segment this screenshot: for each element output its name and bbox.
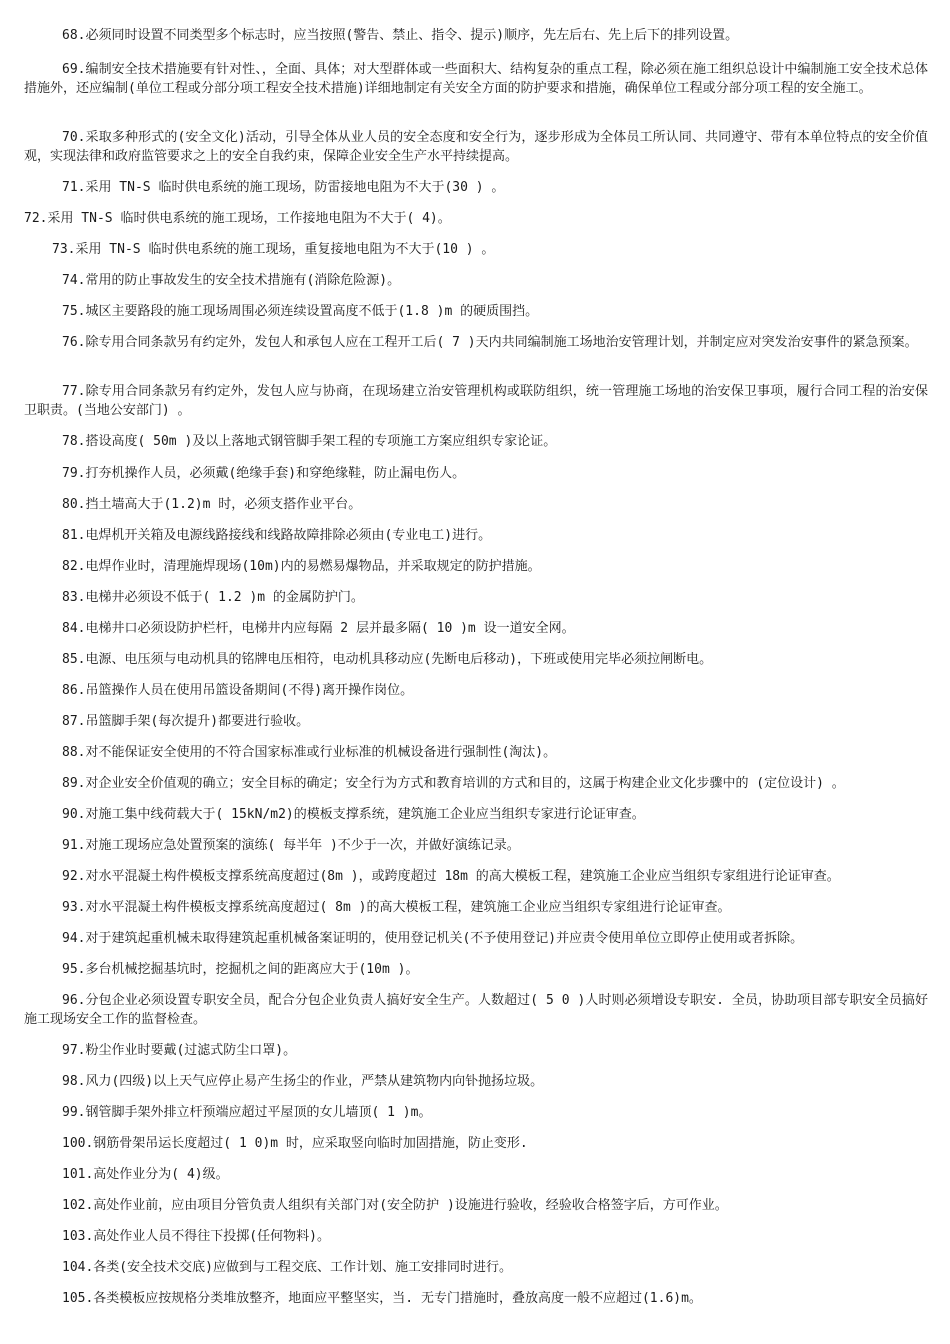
item-103: 103.高处作业人员不得往下投掷(任何物料)。: [62, 1229, 330, 1244]
item-105: 105.各类模板应按规格分类堆放整齐，地面应平整坚实，当. 无专门措施时，叠放高度一般不应超过(1.6)m。: [62, 1291, 702, 1306]
item-75: 75.城区主要路段的施工现场周围必须连续设置高度不低于(1.8 )m 的硬质围挡。: [62, 304, 539, 319]
item-89: 89.对企业安全价值观的确立；安全目标的确定；安全行为方式和教育培训的方式和目的，这属于构建企业文化步骤中的 (定位设计) 。: [62, 776, 845, 791]
item-91: 91.对施工现场应急处置预案的演练( 每半年 )不少于一次，并做好演练记录。: [62, 838, 520, 853]
item-98: 98.风力(四级)以上天气应停止易产生扬尘的作业，严禁从建筑物内向钋抛扬垃圾。: [62, 1074, 544, 1089]
item-82: 82.电焊作业时，清理施焊现场(10m)内的易燃易爆物品，并采取规定的防护措施。: [62, 559, 541, 574]
item-73: 73.采用 TN-S 临时供电系统的施工现场，重复接地电阻为不大于(10 ) 。: [52, 242, 495, 257]
item-99: 99.钢管脚手架外排立杆预端应超过平屋顶的女儿墙顶( 1 )m。: [62, 1105, 432, 1120]
item-102: 102.高处作业前，应由项目分管负责人组织有关部门对(安全防护 )设施进行验收，经验收合格签字后，方可作业。: [62, 1198, 728, 1213]
item-104: 104.各类(安全技术交底)应做到与工程交底、工作计划、施工安排同时进行。: [62, 1260, 512, 1275]
item-83: 83.电梯井必须设不低于( 1.2 )m 的金属防护门。: [62, 590, 364, 605]
item-94: 94.对于建筑起重机械未取得建筑起重机械备案证明的，使用登记机关(不予使用登记)并应责令使用单位立即停止使用或者拆除。: [62, 931, 804, 946]
item-84: 84.电梯井口必须设防护栏杆，电梯井内应每隔 2 层并最多隔( 10 )m 设一道安全网。: [62, 621, 575, 636]
item-90: 90.对施工集中线荷载大于( 15kN/m2)的模板支撑系统，建筑施工企业应当组织专家进行论证审查。: [62, 807, 645, 822]
item-85: 85.电源、电压须与电动机具的铭牌电压相符，电动机具移动应(先断电后移动)，下班或使用完毕必须拉闸断电。: [62, 652, 713, 667]
item-96: 96.分包企业必须设置专职安全员，配合分包企业负责人搞好安全生产。人数超过( 5 0 )人时则必须增设专职安. 全员，协助项目部专职安全员搞好施工现场安全工作的监督检查。: [24, 993, 928, 1027]
item-77: 77.除专用合同条款另有约定外，发包人应与协商，在现场建立治安管理机构或联防组织，统一管理施工场地的治安保卫事项，履行合同工程的治安保卫职责。(当地公安部门) 。: [24, 384, 928, 418]
item-97: 97.粉尘作业时要戴(过滤式防尘口罩)。: [62, 1043, 297, 1058]
item-92: 92.对水平混凝土构件模板支撑系统高度超过(8m )，或跨度超过 18m 的高大模板工程，建筑施工企业应当组织专家组进行论证审查。: [62, 869, 840, 884]
item-74: 74.常用的防止事故发生的安全技术措施有(消除危险源)。: [62, 273, 401, 288]
item-100: 100.钢筋骨架吊运长度超过( 1 0)m 时，应采取竖向临时加固措施，防止变形.: [62, 1136, 528, 1151]
item-81: 81.电焊机开关箱及电源线路接线和线路故障排除必须由(专业电工)进行。: [62, 528, 492, 543]
item-79: 79.打夯机操作人员，必须戴(绝缘手套)和穿绝缘鞋，防止漏电伤人。: [62, 466, 466, 481]
item-78: 78.搭设高度( 50m )及以上落地式钢管脚手架工程的专项施工方案应组织专家论证。: [62, 434, 557, 449]
item-70: 70.采取多种形式的(安全文化)活动，引导全体从业人员的安全态度和安全行为，逐步形成为全体员工所认同、共同遵守、带有本单位特点的安全价值观，实现法律和政府监管要求之上的安全自我约束，保障企业安全生产水平持续提高。: [24, 130, 928, 164]
item-93: 93.对水平混凝土构件模板支撑系统高度超过( 8m )的高大模板工程，建筑施工企业应当组织专家组进行论证审查。: [62, 900, 731, 915]
item-87: 87.吊篮脚手架(每次提升)都要进行验收。: [62, 714, 310, 729]
item-80: 80.挡土墙高大于(1.2)m 时，必须支搭作业平台。: [62, 497, 362, 512]
item-86: 86.吊篮操作人员在使用吊篮设备期间(不得)离开操作岗位。: [62, 683, 414, 698]
item-101: 101.高处作业分为( 4)级。: [62, 1167, 229, 1182]
item-95: 95.多台机械挖掘基坑时，挖掘机之间的距离应大于(10m )。: [62, 962, 419, 977]
item-88: 88.对不能保证安全使用的不符合国家标准或行业标准的机械设备进行强制性(淘汰)。: [62, 745, 557, 760]
item-69: 69.编制安全技术措施要有针对性、，全面、具体；对大型群体或一些面积大、结构复杂的重点工程，除必须在施工组织总设计中编制施工安全技术总体措施外，还应编制(单位工程或分部分项工程安全技术措施)详细地制定有关安全方面的防护要求和措施，确保单位工程或分部分项工程的安全施工。: [24, 62, 928, 96]
item-76: 76.除专用合同条款另有约定外，发包人和承包人应在工程开工后( 7 )天内共同编制施工场地治安管理计划，并制定应对突发治安事件的紧急预案。: [62, 335, 918, 350]
item-68: 68.必须同时设置不同类型多个标志时，应当按照(警告、禁止、指令、提示)顺序，先左后右、先上后下的排列设置。: [62, 28, 739, 43]
item-72: 72.采用 TN-S 临时供电系统的施工现场，工作接地电阻为不大于( 4)。: [24, 211, 451, 226]
item-71: 71.采用 TN-S 临时供电系统的施工现场，防雷接地电阻为不大于(30 ) 。: [62, 180, 505, 195]
